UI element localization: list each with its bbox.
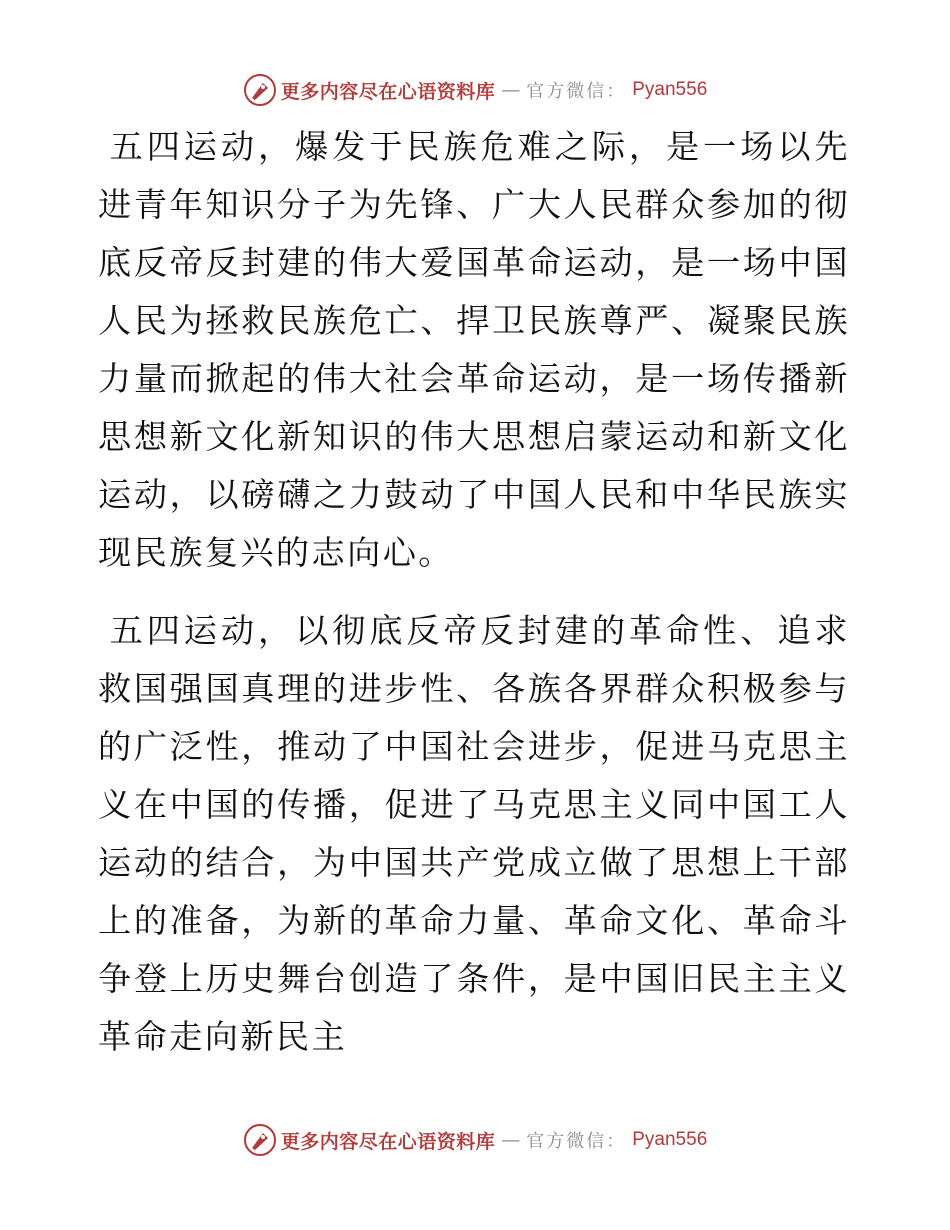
pen-nib-logo-icon xyxy=(243,1123,277,1157)
paragraph-1: 五四运动，爆发于民族危难之际，是一场以先进青年知识分子为先锋、广大人民群众参加的彻底反帝反封建的伟大爱国革命运动，是一场中国人民为拯救民族危亡、捍卫民族尊严、凝聚民族力量而掀起的伟大社会革命运动，是一场传播新思想新文化新知识的伟大思想启蒙运动和新文化运动，以磅礴之力鼓动了中国人民和中华民族实现民族复兴的志向心。 xyxy=(98,127,850,572)
header-wechat-id: Pyan556 xyxy=(632,79,708,100)
page-header xyxy=(0,70,950,110)
pen-nib-logo-icon xyxy=(243,73,277,107)
paragraph-2: 五四运动，以彻底反帝反封建的革命性、追求救国强国真理的进步性、各族各界群众积极参与的广泛性，推动了中国社会进步，促进马克思主义在中国的传播，促进了马克思主义同中国工人运动的结合，为中国共产党成立做了思想上干部上的准备，为新的革命力量、革命文化、革命斗争登上历史舞台创造了条件，是中国旧民主主义革命走向新民主 xyxy=(98,611,850,1056)
page-footer xyxy=(0,1120,950,1160)
header-brand-text: 更多内容尽在心语资料库 xyxy=(280,80,496,103)
header-watermark xyxy=(243,73,708,107)
document-body xyxy=(98,118,850,1086)
footer-watermark xyxy=(243,1123,708,1157)
header-official-label: 官方微信： xyxy=(526,81,627,102)
footer-wechat-id: Pyan556 xyxy=(632,1129,708,1150)
footer-brand-text: 更多内容尽在心语资料库 xyxy=(280,1130,496,1153)
header-separator: — xyxy=(501,79,521,101)
footer-separator: — xyxy=(501,1129,521,1151)
footer-official-label: 官方微信： xyxy=(526,1131,627,1152)
